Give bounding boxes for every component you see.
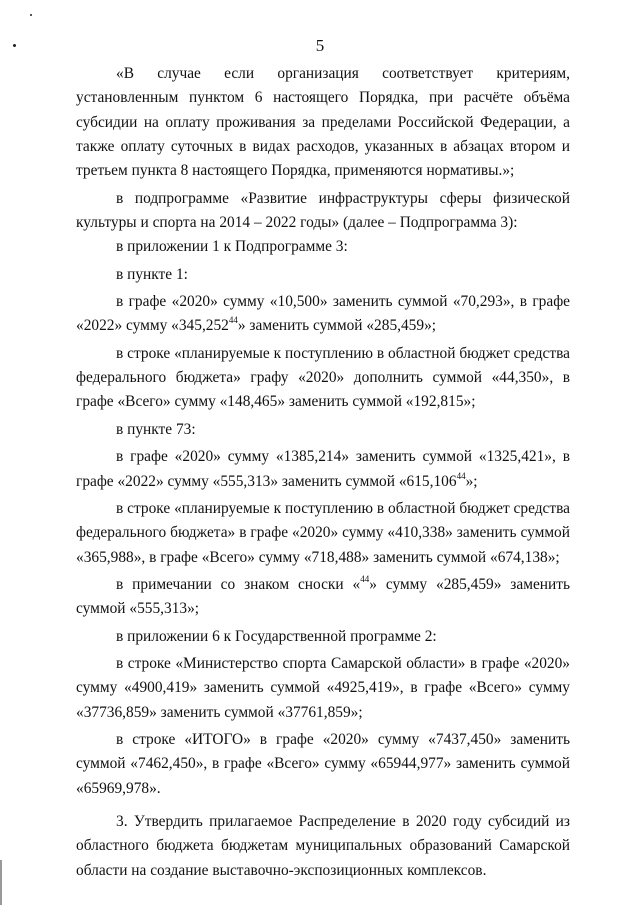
paragraph-subprogram-3: в подпрограмме «Развитие инфраструктуры сферы физической культуры и спорта на 2014 – 2022 годы» (далее – Подпрограмма 3): [76, 189, 570, 232]
paragraph-item-73-federal: в строке «планируемые к поступлению в областной бюджет средства федерального бюджета» в графе «2020» сумму «410,338» заменить суммой «365,988», в графе «Всего» сумму «718,488» заменить суммой «674,138»; [76, 499, 570, 566]
paragraph-appendix-1: в приложении 1 к Подпрограмме 3: [116, 238, 348, 256]
footnote-mark: 44 [360, 573, 370, 584]
scan-edge-mark [0, 860, 2, 905]
paragraph-item-1-amounts: в графе «2020» сумму «10,500» заменить суммой «70,293», в графе «2022» сумму «345,252$^{44}$» заменить суммой «285,459»; [76, 293, 570, 335]
paragraph-appendix-6: в приложении 6 к Государственной программе 2: [116, 627, 437, 645]
paragraph-item-1: в пункте 1: [116, 265, 188, 283]
paragraph-item-73-amounts: в графе «2020» сумму «1385,214» заменить суммой «1325,421», в графе «2022» сумму «555,313» заменить суммой «615,106$^{44}$»; [76, 448, 570, 490]
paragraph-total-row: в строке «ИТОГО» в графе «2020» сумму «7437,450» заменить суммой «7462,450», в графе «Всего» сумму «65944,977» заменить суммой «65969,978». [76, 730, 570, 797]
footnote-mark: 44 [228, 315, 238, 326]
paragraph-item-73: в пункте 73: [116, 420, 196, 438]
paragraph-quote-norms: «В случае если организация соответствует критериям, установленным пунктом 6 настоящего Порядка, при расчёте объёма субсидии на оплату проживания за пределами Российской Федерации, а также оплату суточных в видах расходов, указанных в абзацах втором и третьем пункта 8 настоящего Порядка, применяются нормативы.»; [76, 65, 570, 180]
paragraph-footnote-note: в примечании со знаком сноски «$^{44}$» сумму «285,459» заменить суммой «555,313»; [76, 573, 570, 618]
paragraph-item-1-federal: в строке «планируемые к поступлению в областной бюджет средства федерального бюджета» графу «2020» дополнить суммой «44,350», в графе «Всего» сумму «148,465» заменить суммой «192,815»; [76, 344, 570, 411]
document-body [76, 62, 570, 883]
page-number: 5 [315, 36, 325, 55]
scan-speck [30, 14, 32, 16]
paragraph-approve-distribution: 3. Утвердить прилагаемое Распределение в 2020 году субсидий из областного бюджета бюджетам муниципальных образований Самарской области на создание выставочно-экспозиционных комплексов. [76, 812, 570, 879]
paragraph-ministry-row: в строке «Министерство спорта Самарской области» в графе «2020» сумму «4900,419» заменить суммой «4925,419», в графе «Всего» сумму «37736,859» заменить суммой «37761,859»; [76, 654, 570, 721]
footnote-mark: 44 [456, 470, 466, 481]
